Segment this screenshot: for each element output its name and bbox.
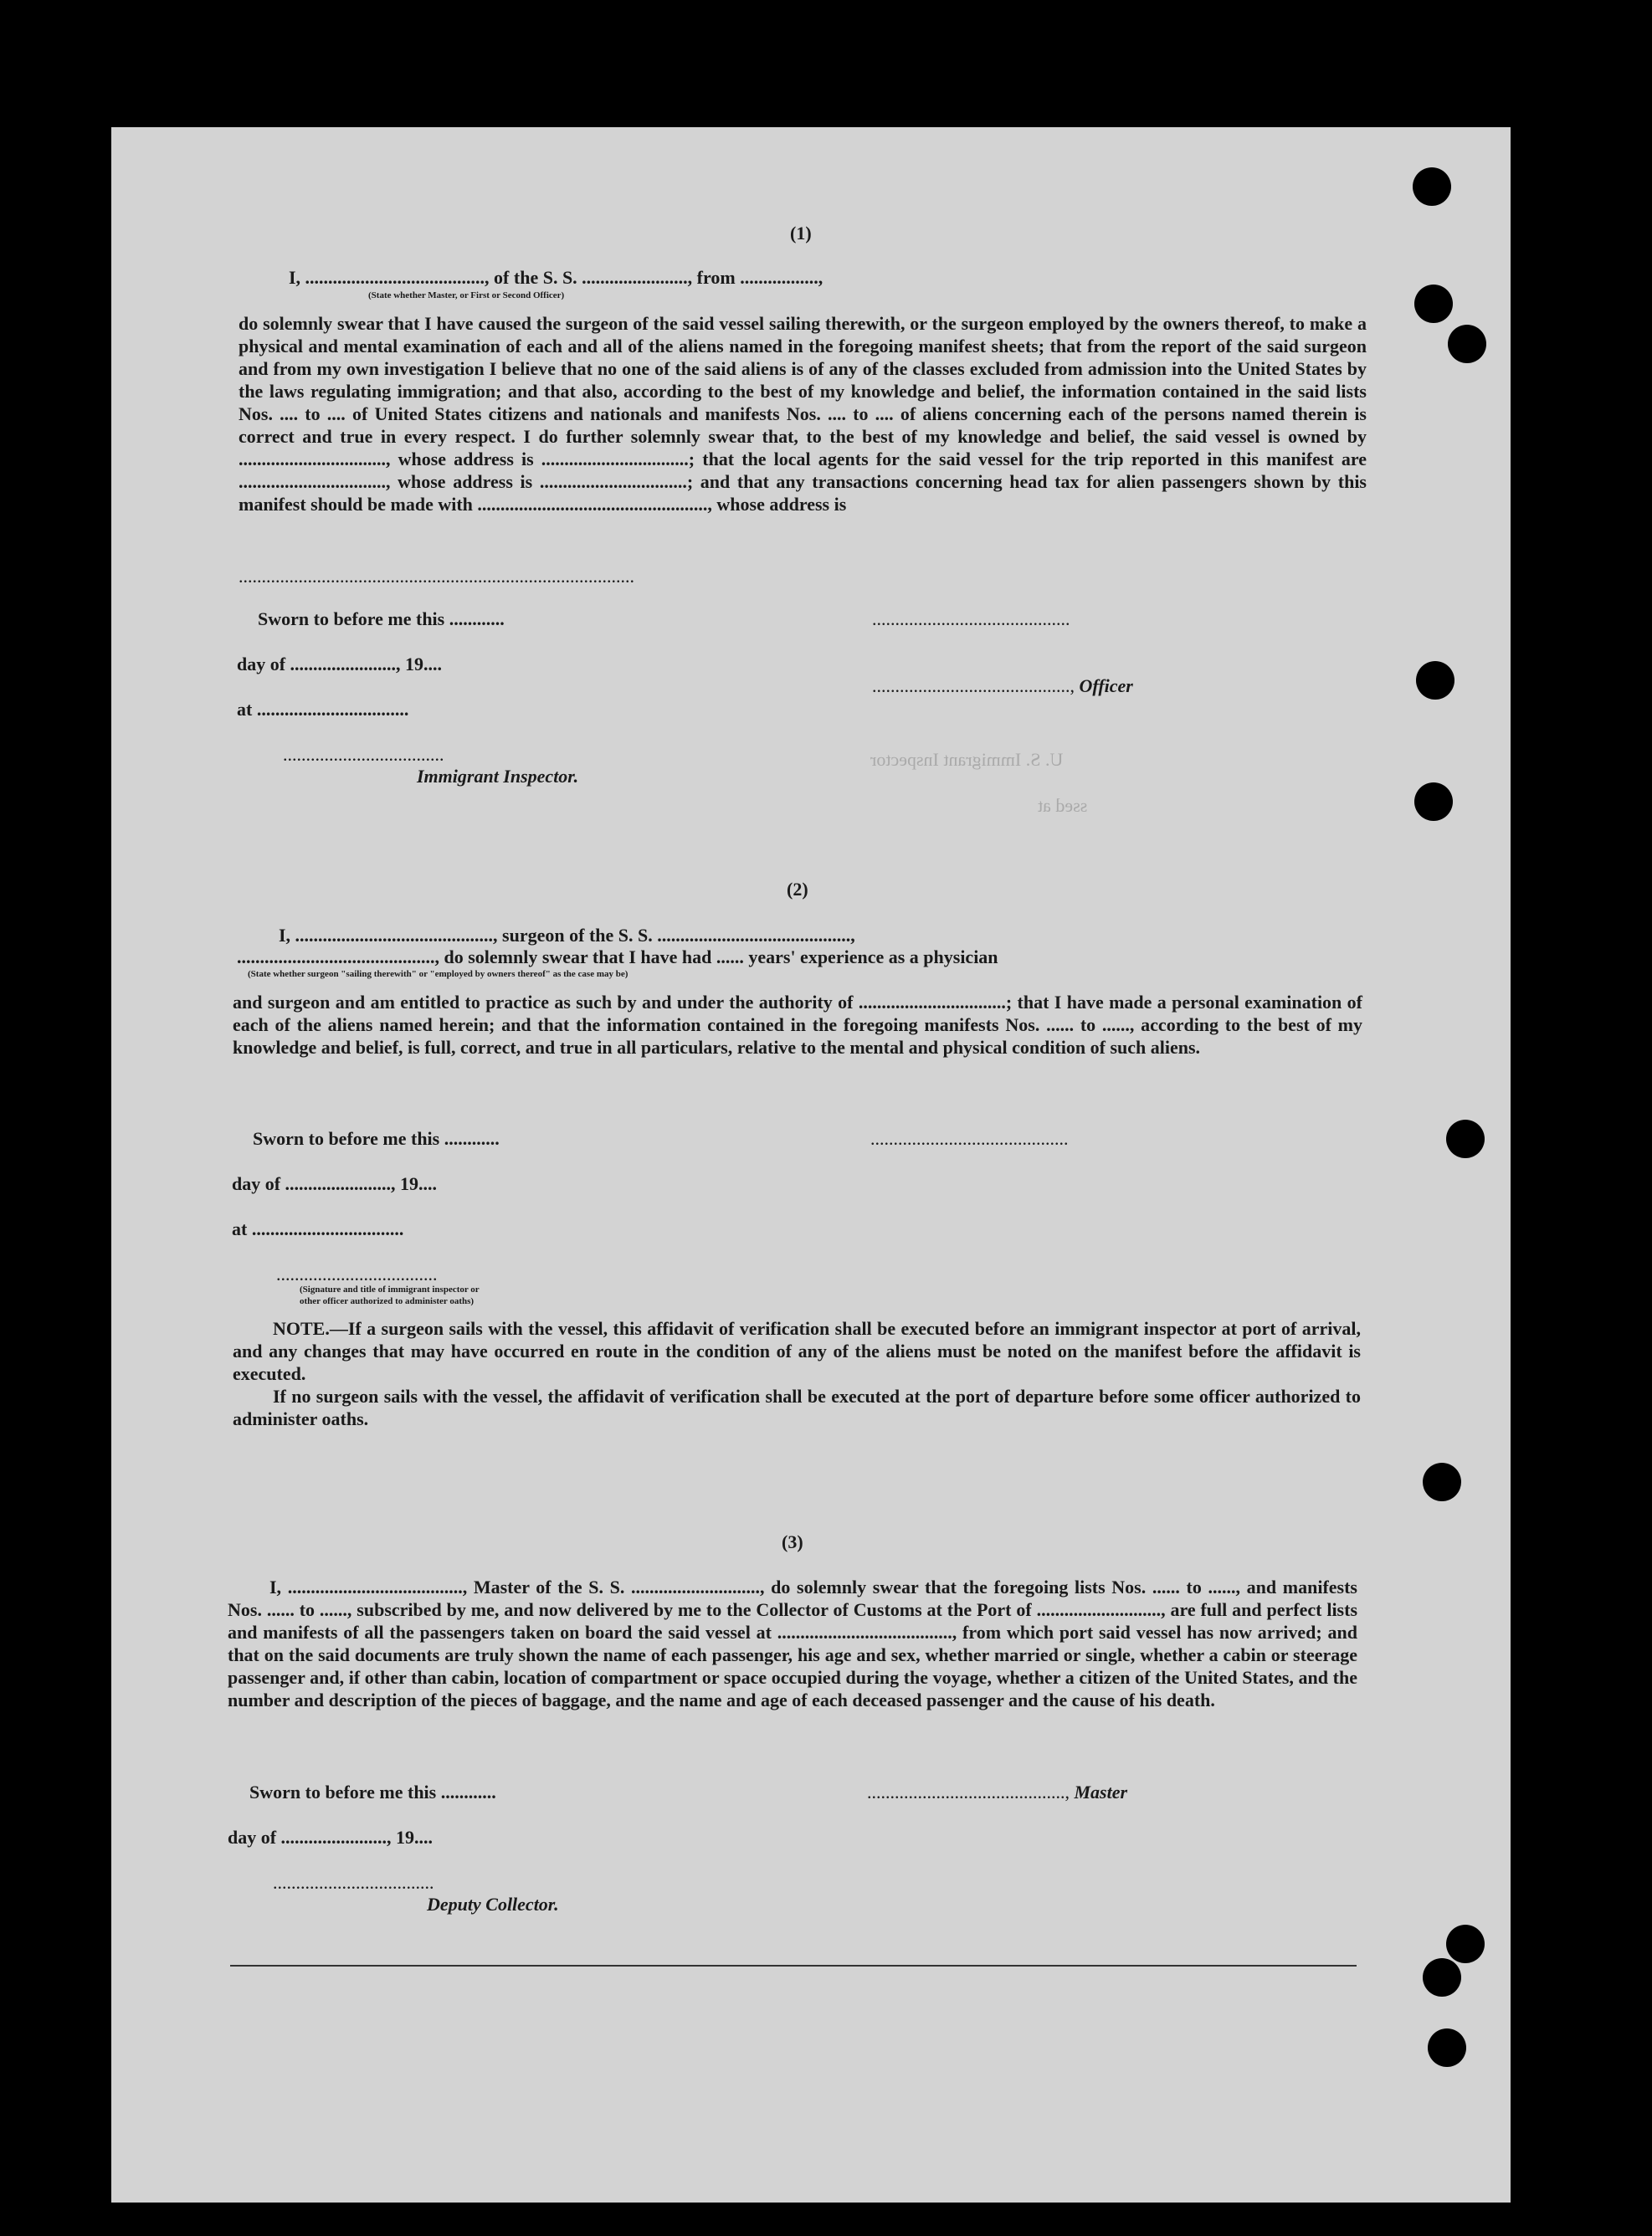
section-1-signature-line-right: ...........................................	[872, 608, 1070, 629]
section-1-sworn: Sworn to before me this ............	[258, 608, 505, 629]
punch-hole	[1416, 661, 1454, 700]
section-1-opening-line: I, ......................................., of the S. S. ......................., from .................,	[289, 267, 823, 288]
section-3-signature-title: Deputy Collector.	[427, 1894, 559, 1915]
section-2-line-1: I, ..........................................., surgeon of the S. S. ..........................................,	[279, 925, 855, 946]
master-line: ...........................................,	[867, 1782, 1075, 1803]
section-3-signature-line-left: ...................................	[273, 1872, 434, 1893]
punch-hole	[1423, 1463, 1461, 1501]
punch-hole	[1423, 1958, 1461, 1997]
section-3-number: (3)	[782, 1531, 803, 1552]
section-2-signature-line-right: ...........................................	[870, 1128, 1069, 1149]
section-2-note: NOTE.—If a surgeon sails with the vessel, this affidavit of verification shall be executed before an immigrant inspector at port of arrival, and any changes that may have occurred en route in the condition of any of the aliens must be noted on the manifest before the affidavit is executed.	[233, 1318, 1361, 1384]
section-1-signature-title: Immigrant Inspector.	[417, 766, 579, 787]
section-1-at: at .................................	[237, 699, 409, 720]
punch-hole	[1446, 1925, 1485, 1963]
master-title: Master	[1074, 1782, 1128, 1803]
section-1-signature-line-left: ...................................	[283, 744, 444, 765]
bleed-through-text: ssed at	[1038, 795, 1088, 816]
section-2-signature-caption: other officer authorized to administer oaths)	[300, 1296, 475, 1306]
section-1-caption: (State whether Master, or First or Second Officer)	[368, 290, 565, 300]
section-2-number: (2)	[787, 879, 808, 900]
officer-line: ...........................................,	[872, 675, 1080, 696]
section-1-number: (1)	[790, 223, 812, 244]
section-2-line-2: ..........................................., do solemnly swear that I have had ...... years' experience as a physician	[237, 946, 998, 967]
section-3-sworn: Sworn to before me this ............	[249, 1782, 496, 1803]
section-1-paragraph: do solemnly swear that I have caused the surgeon of the said vessel sailing therewith, or the surgeon employed by the owners thereof, to make a physical and mental examination of each and all of the aliens named in the foregoing manifest sheets; that from the report of the said surgeon and from my own investigation I believe that no one of the said aliens is of any of the classes excluded from admission into the United States by the laws regulating immigration; and that also, according to the best of my knowledge and belief, the information contained in the said lists Nos. .... to .... of United States citizens and nationals and manifests Nos. .... to .... of aliens concerning each of the persons named therein is correct and true in every respect. I do further solemnly swear that, to the best of my knowledge and belief, the said vessel is owned by ................................, whose address is ................................; that the local agents for the said vessel for the trip reported in this manifest are ................................, whose address is ................................; and that any transactions concerning head tax for alien passengers shown by this manifest should be made with .................................................., whose address is	[239, 313, 1367, 515]
section-2-signature-line-left: ...................................	[276, 1264, 438, 1285]
section-2-day: day of ......................., 19....	[232, 1173, 438, 1194]
punch-hole	[1448, 325, 1486, 363]
punch-hole	[1414, 782, 1453, 821]
section-3-day: day of ......................., 19....	[228, 1827, 434, 1848]
section-3-paragraph: I, ......................................, Master of the S. S. ............................, do solemnly swear that the foregoing lists Nos. ...... to ......, and manifests Nos. ...... to ......, subscribed by me, and now delivered by me to the Collector of Customs at the Port of ..........................., are full and perfect lists and manifests of all the passengers taken on board the said vessel at ......................................, from which port said vessel has now arrived; and that on the said documents are truly shown the name of each passenger, his age and sex, whether married or single, whether a cabin or steerage passenger and, if other than cabin, location of compartment or space occupied during the voyage, whether a citizen of the United States, and the number and description of the pieces of baggage, and the name and age of each deceased passenger and the cause of his death.	[228, 1577, 1357, 1710]
punch-hole	[1428, 2028, 1466, 2067]
punch-hole	[1413, 167, 1451, 206]
section-2-caption: (State whether surgeon "sailing therewith" or "employed by owners thereof" as the case may be)	[248, 969, 628, 979]
section-2-note: If no surgeon sails with the vessel, the affidavit of verification shall be executed at the port of departure before some officer authorized to administer oaths.	[233, 1386, 1361, 1429]
bleed-through-text: U. S. Immigrant Inspector	[870, 749, 1064, 770]
section-2-paragraph: and surgeon and am entitled to practice as such by and under the authority of ................................; that I have made a personal examination of each of the aliens named herein; and that the information contained in the foregoing manifests Nos. ...... to ......, according to the best of my knowledge and belief, is full, correct, and true in all particulars, relative to the mental and physical condition of such aliens.	[233, 992, 1362, 1058]
section-2-at: at .................................	[232, 1218, 404, 1239]
section-1-day: day of ......................., 19....	[237, 654, 443, 674]
bottom-rule	[230, 1965, 1357, 1967]
section-3-master	[867, 1781, 1127, 1804]
section-1-officer	[872, 674, 1133, 698]
punch-hole	[1414, 285, 1453, 323]
officer-title: Officer	[1079, 675, 1133, 696]
section-1-trailing-dots: ......................................................................................	[239, 566, 634, 587]
section-2-signature-caption: (Signature and title of immigrant inspector or	[300, 1285, 480, 1295]
punch-hole	[1446, 1120, 1485, 1158]
section-2-sworn: Sworn to before me this ............	[253, 1128, 500, 1149]
